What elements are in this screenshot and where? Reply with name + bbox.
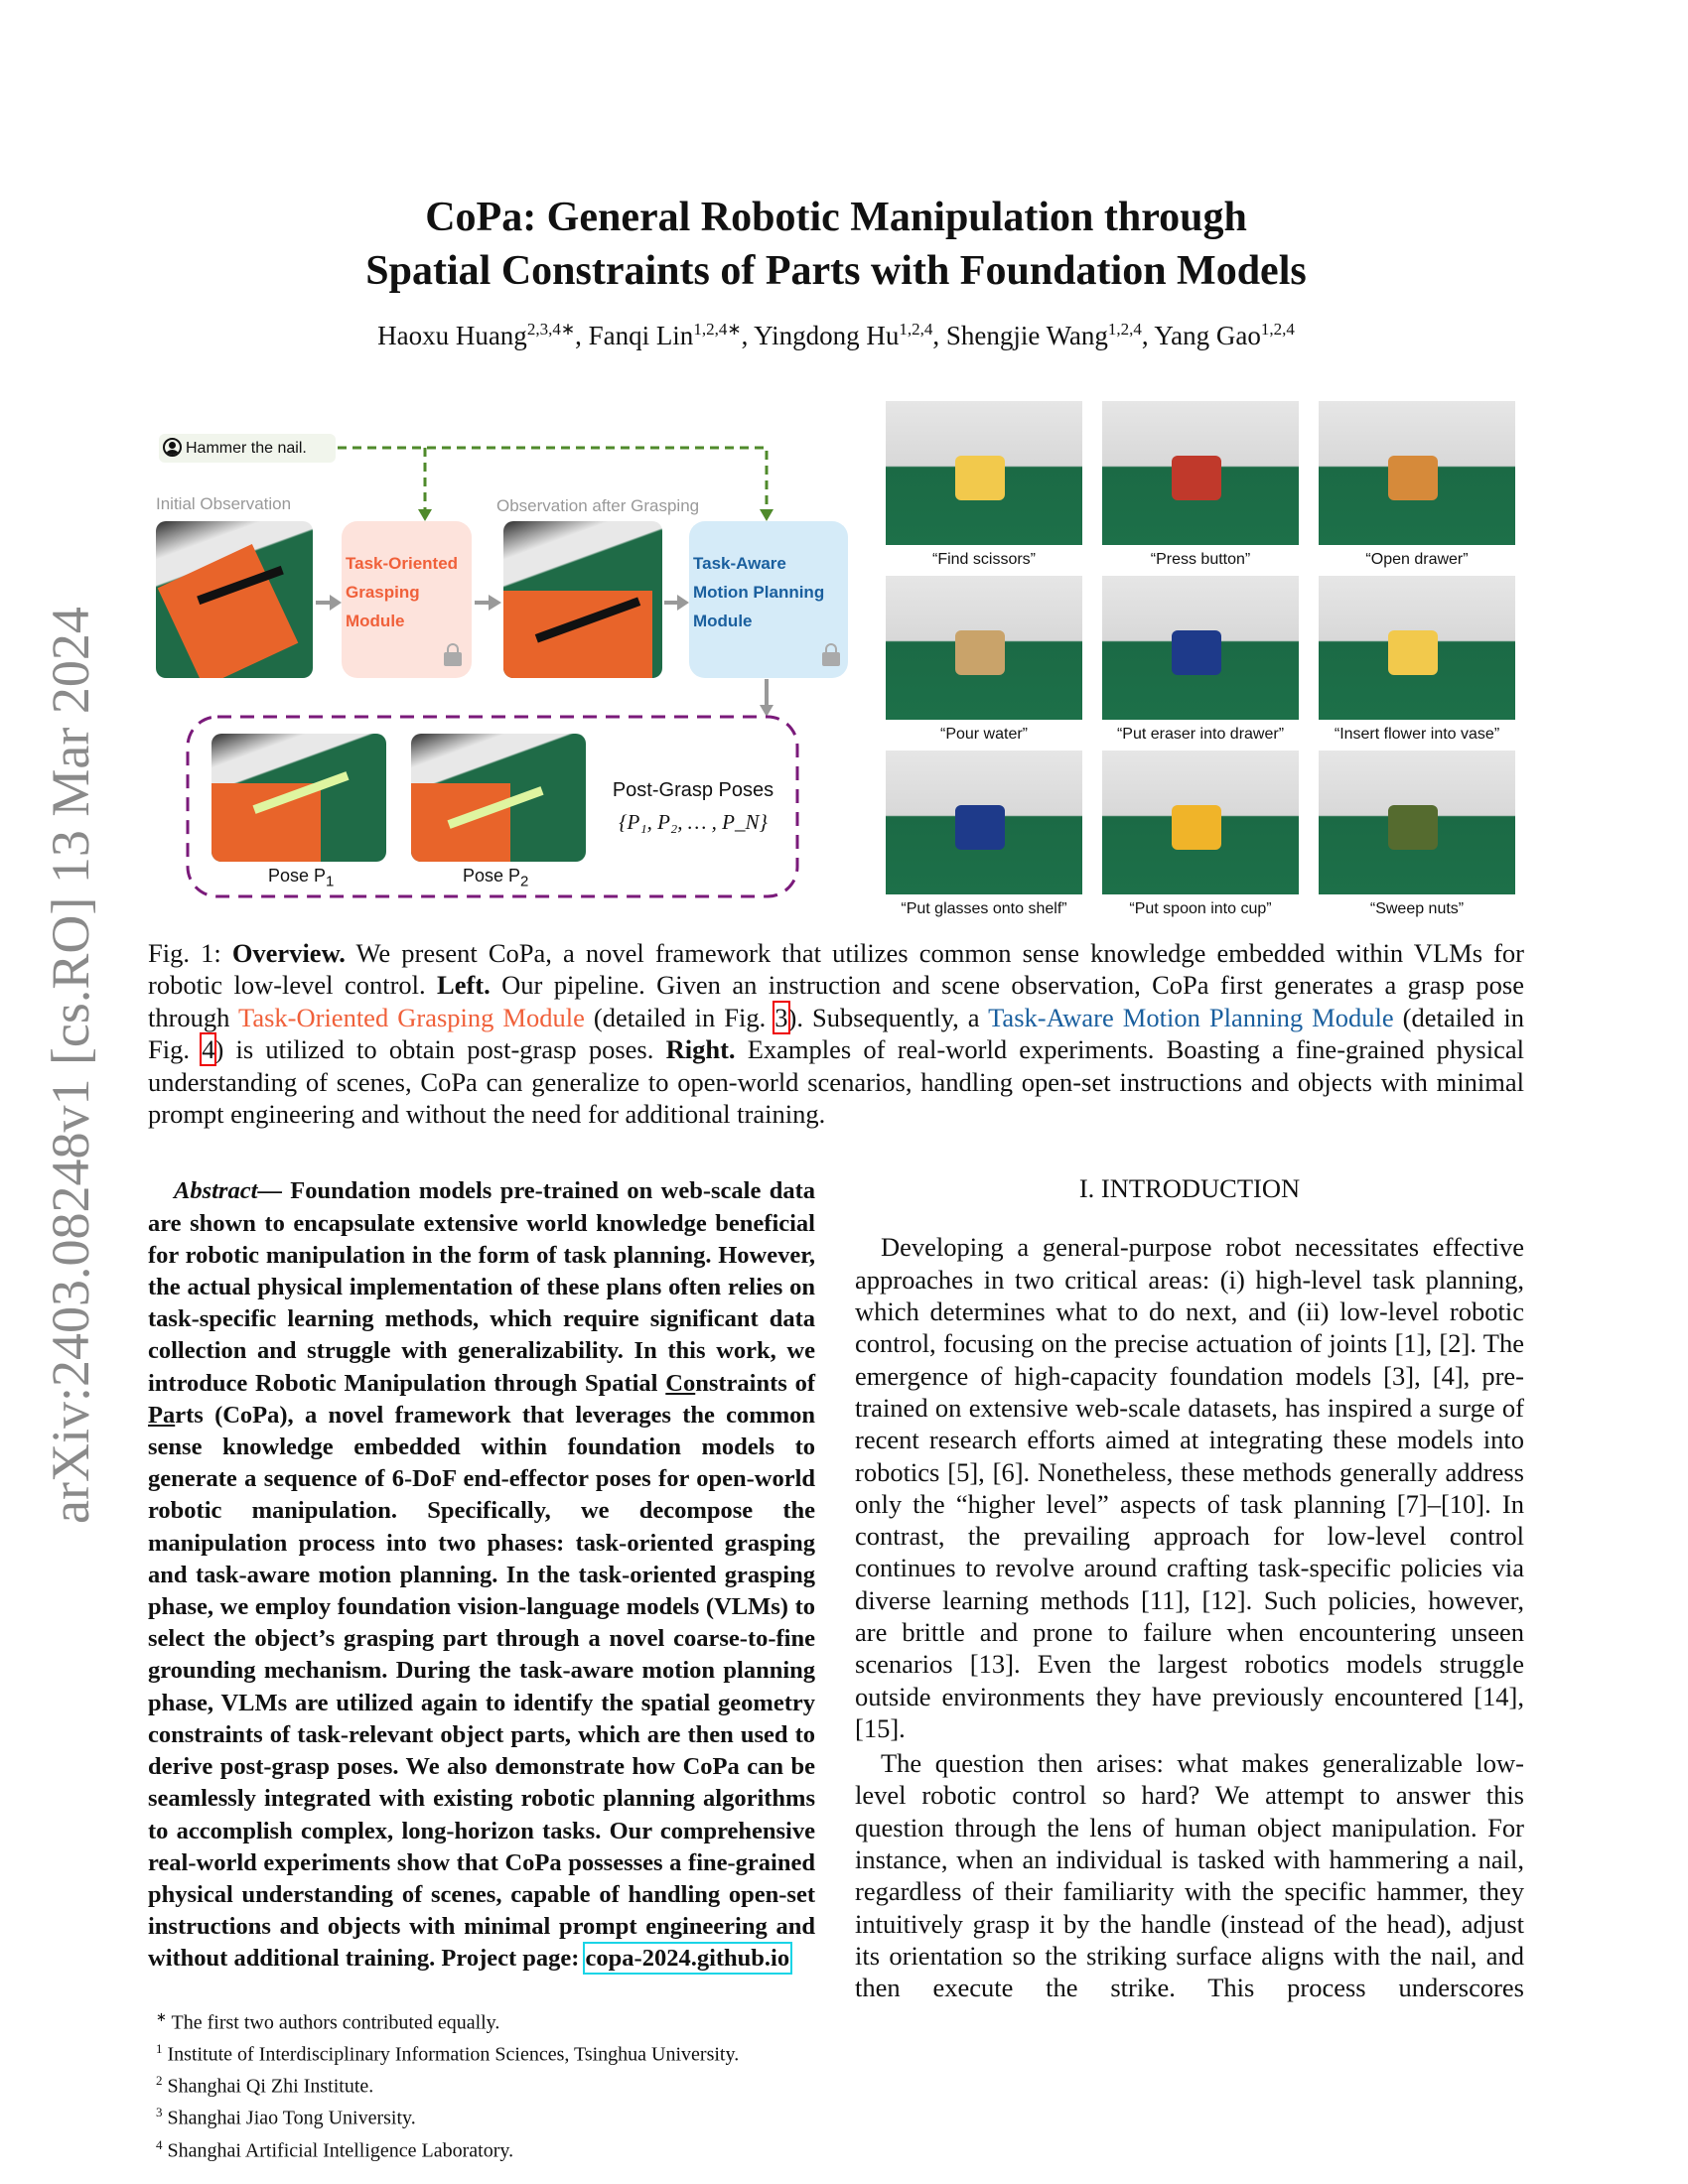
- task-example-caption: “Find scissors”: [931, 551, 1036, 568]
- observation-after-grasping-image: [503, 521, 662, 678]
- task-example-caption: “Put glasses onto shelf”: [901, 900, 1067, 917]
- pipeline-figure: [0, 0, 854, 913]
- project-page-link[interactable]: copa-2024.github.io: [585, 1945, 790, 1973]
- task-example-caption: “Put spoon into cup”: [1129, 900, 1272, 917]
- footnotes: [148, 2004, 815, 2164]
- pose-2-label: Pose $P_2$: [463, 866, 529, 890]
- intro-body: [855, 1231, 1524, 2003]
- author-affiliation: 1,2,4: [1107, 320, 1142, 339]
- lock-icon: [444, 652, 462, 666]
- task-aware-motion-planning-module: [689, 521, 848, 678]
- task-example-image: [1102, 401, 1299, 545]
- task-example-caption: “Open drawer”: [1365, 551, 1469, 568]
- pose-1-image: [211, 734, 386, 862]
- post-grasp-poses-label: Post-Grasp Poses: [612, 779, 774, 801]
- author-affiliation: 2,3,4∗: [526, 320, 576, 339]
- task-example-caption: “Sweep nuts”: [1369, 900, 1465, 917]
- intro-paragraph-2: The question then arises: what makes generalizable low-level robotic control so hard? We attempt to answer this question through the lens of human object manipulation. For instance, when an individual is tasked with hammering a nail, regardless of their familiarity with the specific hammer, they intuitively grasp it by the handle (instead of the head), adjust its orientation so the striking surface aligns with the nail, and then execute the strike. This process underscores: [855, 1748, 1524, 2003]
- task-example-caption: “Press button”: [1150, 551, 1251, 568]
- fig-4-ref[interactable]: 4: [202, 1034, 215, 1065]
- author: Yang Gao: [1154, 321, 1261, 350]
- footnote: $^2$ Shanghai Qi Zhi Institute.: [156, 2073, 374, 2098]
- task-example-caption: “Pour water”: [939, 726, 1029, 743]
- motion-module-line: Motion Planning: [693, 583, 825, 602]
- abstract: Abstract— Foundation models pre-trained on web-scale data are shown to encapsulate extensive world knowledge beneficial for robotic manipulation in the form of task planning. However, the actual physical implementation of these plans often relies on task-specific learning methods, which require significant data collection and struggle with generalizability. In this work, we introduce Robotic Manipulation through Spatial Constraints of Parts (CoPa), a novel framework that leverages the common sense knowledge embedded within foundation models to generate a sequence of 6-DoF end-effector poses for open-world robotic manipulation. Specifically, we decompose the manipulation process into two phases: task-oriented grasping and task-aware motion planning. In the task-oriented grasping phase, we employ foundation vision-language models (VLMs) to select the object’s grasping part through a novel coarse-to-fine grounding mechanism. During the task-aware motion planning phase, VLMs are utilized again to identify the spatial geometry constraints of task-relevant object parts, which are then used to derive post-grasp poses. We also demonstrate how CoPa can be seamlessly integrated with existing robotic planning algorithms to accomplish complex, long-horizon tasks. Our comprehensive real-world experiments show that CoPa possesses a fine-grained physical understanding of scenes, capable of handling open-set instructions and objects with minimal prompt engineering and without additional training. Project page: copa-2024.github.io: [148, 1177, 815, 1973]
- figure-caption: Fig. 1: Overview. We present CoPa, a novel framework that utilizes common sense knowledge embedded within VLMs for robotic low-level control. Left. Our pipeline. Given an instruction and scene observation, CoPa first generates a grasp pose through Task-Oriented Grasping Module (detailed in Fig. 3). Subsequently, a Task-Aware Motion Planning Module (detailed in Fig. 4) is utilized to obtain post-grasp poses. Right. Examples of real-world experiments. Boasting a fine-grained physical understanding of scenes, CoPa can generalize to open-world scenarios, handling open-set instructions and objects with minimal prompt engineering and without the need for additional training.: [148, 938, 1525, 1130]
- intro-paragraph-1: Developing a general-purpose robot necessitates effective approaches in two critical areas: (i) high-level task planning, which determines what to do next, and (ii) low-level robotic control, focusing on the precise actuation of joints [1], [2]. The emergence of high-capacity foundation models [3], [4], pre-trained on extensive web-scale datasets, has inspired a surge of recent research efforts aimed at integrating these models into robotics [5], [6]. Nonetheless, these methods generally address only the “higher level” aspects of task planning [7]–[10]. In contrast, the prevailing approach for low-level control continues to revolve around crafting task-specific policies via diverse learning methods [11], [12]. Such policies, however, are brittle and prone to failure when encountering unseen scenarios [13]. Even the largest robotics models struggle outside environments they have previously encountered [14], [15].: [855, 1232, 1524, 1743]
- footnote: $^1$ Institute of Interdisciplinary Information Sciences, Tsinghua University.: [156, 2040, 740, 2066]
- instruction-text: Hammer the nail.: [186, 440, 307, 457]
- task-example-image: [1319, 401, 1515, 545]
- two-column-body: [148, 1175, 1524, 2163]
- grasp-module-line: Grasping: [346, 583, 420, 602]
- task-example-caption: “Insert flower into vase”: [1334, 726, 1500, 743]
- author: Yingdong Hu: [754, 321, 900, 350]
- initial-observation-label: Initial Observation: [156, 494, 292, 513]
- author: Fanqi Lin: [588, 321, 694, 350]
- author-affiliation: 1,2,4: [1260, 320, 1295, 339]
- grasp-module-line: Task-Oriented: [346, 554, 459, 573]
- task-example-image: [886, 401, 1082, 545]
- right-column: [855, 1175, 1524, 2163]
- pose-1-label: Pose $P_1$: [268, 866, 335, 890]
- task-example-image: [1319, 751, 1515, 894]
- intro-heading: I. INTRODUCTION: [1078, 1173, 1301, 1204]
- author: Haoxu Huang: [377, 321, 527, 350]
- task-example-caption: “Put eraser into drawer”: [1116, 726, 1285, 743]
- task-example-image: [886, 751, 1082, 894]
- post-grasp-poses-set: {P₁, P₂, … , P_N}: [619, 810, 768, 834]
- author-list: Haoxu Huang$^{2,3,4∗}$, Fanqi Lin$^{1,2,4∗}$, Yingdong Hu$^{1,2,4}$, Shengjie Wang$^{1,2,4}$, Yang Gao$^{1,2,4}$: [377, 320, 1295, 350]
- motion-module-link[interactable]: Task-Aware Motion Planning Module: [988, 1002, 1394, 1032]
- task-example-image: [1102, 751, 1299, 894]
- initial-observation-image: [156, 521, 313, 678]
- grasp-module-link[interactable]: Task-Oriented Grasping Module: [238, 1002, 585, 1032]
- task-example-image: [886, 576, 1082, 720]
- author-affiliation: 1,2,4: [899, 320, 933, 339]
- title-line-2: Spatial Constraints of Parts with Foundation Models: [365, 248, 1307, 294]
- left-column: [148, 1175, 815, 2163]
- arxiv-identifier: arXiv:2403.08248v1 [cs.RO] 13 Mar 2024: [41, 607, 100, 1524]
- footnote: ∗ The first two authors contributed equally.: [156, 2008, 500, 2034]
- motion-module-line: Task-Aware: [693, 554, 786, 573]
- lock-icon: [822, 652, 840, 666]
- author: Shengjie Wang: [945, 321, 1108, 350]
- fig-3-ref[interactable]: 3: [774, 1002, 788, 1032]
- motion-module-line: Module: [693, 612, 753, 630]
- title-line-1: CoPa: General Robotic Manipulation through: [425, 195, 1247, 240]
- footnote: $^3$ Shanghai Jiao Tong University.: [156, 2105, 416, 2129]
- grasp-module-line: Module: [346, 612, 405, 630]
- observation-after-grasping-label: Observation after Grasping: [496, 496, 700, 515]
- task-example-image: [1319, 576, 1515, 720]
- task-example-image: [1102, 576, 1299, 720]
- author-affiliation: 1,2,4∗: [693, 320, 742, 339]
- pose-2-image: [411, 734, 586, 862]
- text-body: [148, 937, 1524, 2164]
- footnote: $^4$ Shanghai Artificial Intelligence Laboratory.: [156, 2136, 514, 2162]
- task-oriented-grasping-module: [342, 521, 472, 678]
- real-world-examples-grid: [883, 401, 1518, 917]
